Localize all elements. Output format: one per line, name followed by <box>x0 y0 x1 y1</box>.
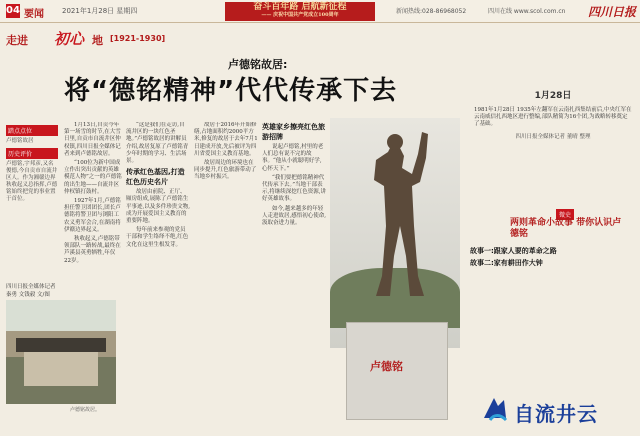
byline-names: 秦勇 文钱毅 文/图 <box>6 292 50 298</box>
section-name: 要闻 <box>24 9 44 20</box>
subheading-tourism: 英雄家乡擦亮红色旅游招牌 <box>262 123 325 141</box>
body-column-2 <box>126 122 190 412</box>
body-column-3 <box>194 122 258 412</box>
watermark-logo <box>480 388 636 432</box>
byline-org: 四川日报全媒体记者 <box>6 284 56 290</box>
sidebar-place: 卢德铭故居 <box>6 138 34 144</box>
article-byline <box>6 282 56 298</box>
paragraph: 1月13日,自贡今年第一场雪的时节,在大雪日里,自贡市自流井区仲权镇,四川日报全媒体记者来到卢德铭故居。 <box>64 122 121 157</box>
newspaper-masthead: 四川日报 <box>588 5 637 19</box>
paragraph: “我们要把德铭精神代代传承下去。”当地干部表示,将继续深挖红色资源,讲好英雄故事。 <box>262 174 326 203</box>
on-this-day-credit: 四川日报全媒体记者 董晴 整理 <box>515 134 591 140</box>
stories-body <box>470 246 632 386</box>
page-number: 04 <box>6 5 20 16</box>
on-this-day-body: 1981年1月28日 1935年左翻军在云南扎西集结前后,中央红军在云南威信扎西地区进行整编,部队精简为16个团,为战略转移奠定了基础。 <box>474 107 632 127</box>
paragraph: 秋收起义,卢德铭带领部队一路转战,最终在芦溪县英勇牺牲,年仅22岁。 <box>64 236 121 264</box>
article-headline: 将“德铭精神”代代传承下去 <box>64 76 398 106</box>
paragraph: 故居由前院、正厅、厢房组成,展陈了卢德铭生平事迹,以及多件珍贵文物,成为开展爱国主义教育的重要阵地。 <box>126 189 190 225</box>
story-heading-2: 故事二:家有耕田作大钟 <box>470 259 543 267</box>
series-part3: 地 <box>92 34 103 47</box>
on-this-day-box <box>474 88 632 140</box>
paragraph: “100位为新中国成立作出突出贡献的英雄模范人物”之一的卢德铭的出生地——自流井区仲权镇打鼓村。 <box>64 160 122 195</box>
watermark-icon <box>480 394 510 424</box>
body-column-4 <box>262 122 326 412</box>
photo-caption: 卢德铭故居。 <box>70 407 101 413</box>
statue-figure <box>330 118 460 328</box>
article-kicker: 卢德铭故居: <box>228 58 288 71</box>
publication-date: 2021年1月28日 星期四 <box>62 7 138 15</box>
slogan-main: 奋斗百年路 启航新征程 <box>253 2 347 12</box>
paragraph: 每年前来参观的党员干部和学生络绎不绝,红色文化在这里生根发芽。 <box>126 227 189 248</box>
stories-title: 两则革命小故事 带你认识卢德铭 <box>510 218 622 239</box>
pedestal-inscription: 卢德铭 <box>370 360 403 373</box>
page-header <box>0 0 640 23</box>
paragraph: 如今,越来越多的年轻人走进故居,感悟初心使命,汲取奋进力量。 <box>262 205 326 227</box>
story-heading-1: 故事一:跟家人要的革命之路 <box>470 247 557 255</box>
body-column-1 <box>64 122 122 412</box>
paragraph: 1927年1月,卢德铭担任警卫团团长,团长卢德铭将警卫团与浏阳工农义勇军会合,在湖南将伊赣边界起义。 <box>64 198 121 233</box>
series-label <box>6 26 206 52</box>
paragraph: 故居周边的环境也在同步提升,红色旅游带动了当地乡村振兴。 <box>194 160 257 181</box>
series-part1: 走进 <box>6 34 28 47</box>
sidebar-tag-evaluation: 历史评价 <box>6 148 58 159</box>
on-this-day-title: 1月28日 <box>534 91 572 101</box>
paragraph: “这是我们在走访,自流井区的一块红色圣地。”卢德铭故居的讲解员介绍,故居复原了卢德铭青少年时期的学习、生活场景。 <box>126 122 189 165</box>
sidebar-tag-location: 踏点点位 <box>6 125 58 136</box>
series-years: [1921-1930] <box>110 34 166 43</box>
website: 四川在线 www.scol.com.cn <box>488 8 566 15</box>
article-sidebar <box>6 122 58 203</box>
series-part2: 初心 <box>54 30 85 48</box>
watermark-text: 自流井云 <box>514 402 598 426</box>
paragraph: 故居于2016年开始修缮,占地面积约2000平方米,修复的故居于去年7月1日建成开放,先后被评为四川省爱国主义教育基地。 <box>194 122 258 157</box>
micro-history-tag: 微史 <box>556 209 574 220</box>
sidebar-comment: 卢德铭,宇邦彦,又名俊德,今自贡市自流井区人。作为湘赣边界秋收起义总指挥,卢德铭始终把党的事业置于首位。 <box>6 161 58 202</box>
anniversary-slogan <box>225 2 375 21</box>
statue-photo <box>330 118 460 418</box>
slogan-sub: —— 庆祝中国共产党成立100周年 <box>261 12 339 18</box>
news-hotline: 新闻热线:028-86968052 <box>396 8 467 15</box>
paragraph: 说起卢德铭,村里的老人们总有说不完的故事。“他从小就聪明好学,心怀天下。” <box>262 144 324 172</box>
subheading-heritage: 传承红色基因,打造红色历史名片 <box>126 168 185 187</box>
